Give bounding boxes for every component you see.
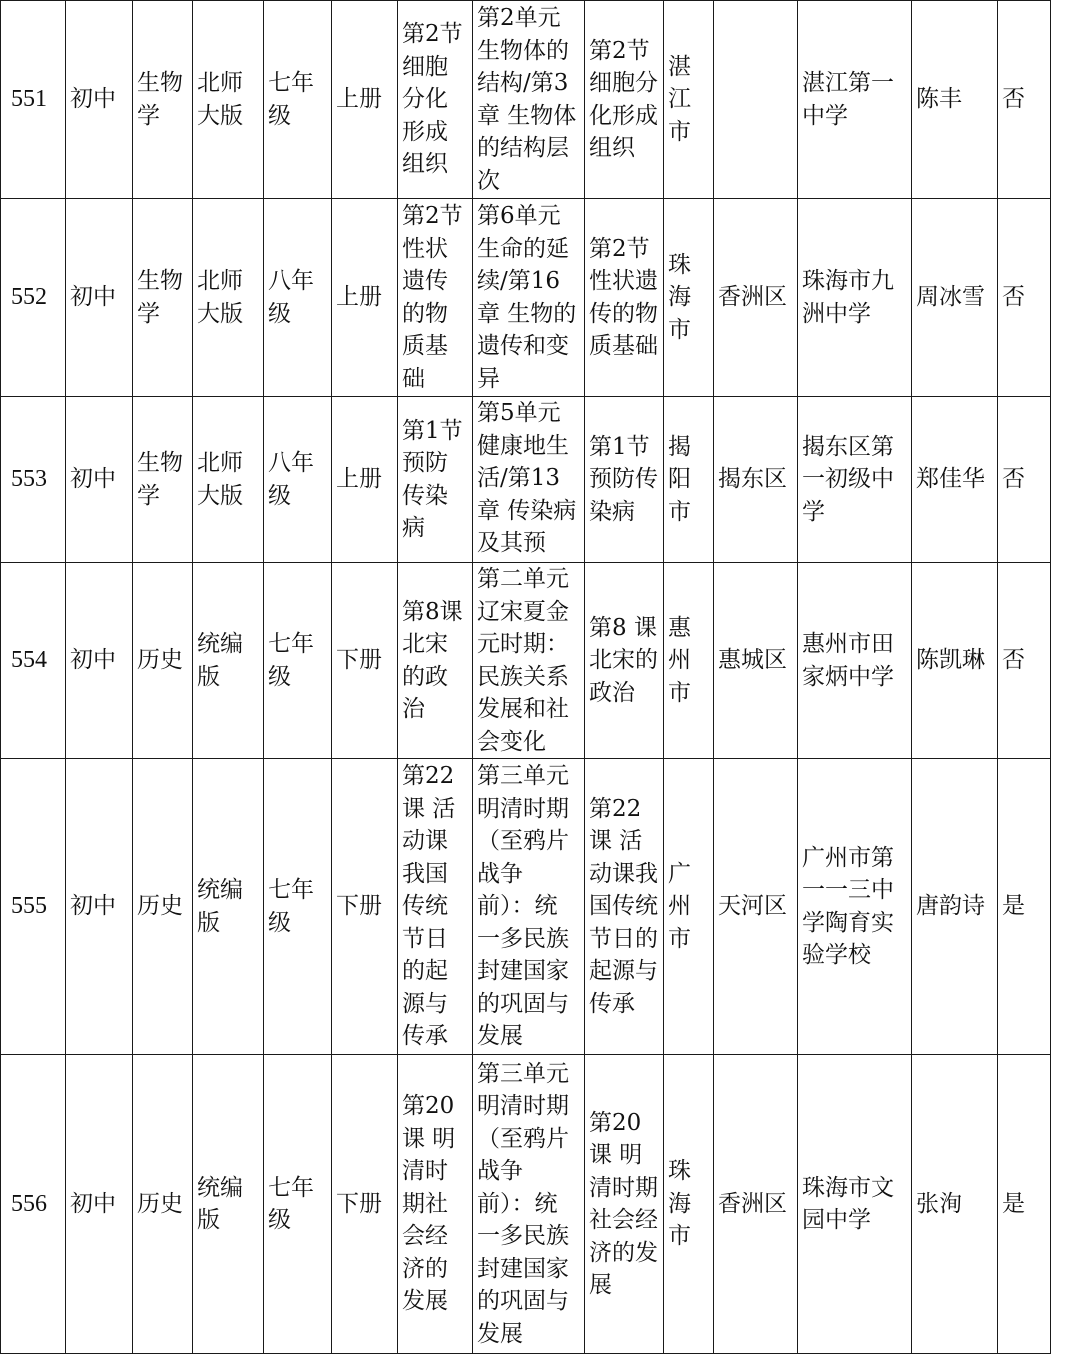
cell-level: 初中 xyxy=(66,1055,133,1354)
cell-grade: 八年级 xyxy=(264,397,332,563)
cell-district xyxy=(714,1,798,199)
cell-topic: 第2节细胞分化形成组织 xyxy=(585,1,664,199)
table-row xyxy=(1,199,1051,397)
cell-unit: 第二单元辽宋夏金元时期：民族关系发展和社会变化 xyxy=(473,563,585,759)
cell-topic: 第20课 明清时期社会经济的发展 xyxy=(585,1055,664,1354)
cell-city: 惠州市 xyxy=(664,563,714,759)
cell-no: 554 xyxy=(1,563,66,759)
cell-topic: 第2节性状遗传的物质基础 xyxy=(585,199,664,397)
cell-grade: 七年级 xyxy=(264,1,332,199)
cell-unit-text: 第5单元健康地生活/第13章 传染病及其预 xyxy=(477,400,577,556)
cell-unit xyxy=(473,397,585,563)
cell-edition: 统编版 xyxy=(193,563,264,759)
cell-subject: 历史 xyxy=(133,563,193,759)
cell-school: 揭东区第一初级中学 xyxy=(798,397,912,563)
cell-unit: 第三单元明清时期（至鸦片战争前）：统一多民族封建国家的巩固与发展 xyxy=(473,759,585,1055)
cell-no: 553 xyxy=(1,397,66,563)
cell-school: 珠海市文园中学 xyxy=(798,1055,912,1354)
table-row xyxy=(1,759,1051,1055)
cell-flag: 否 xyxy=(998,563,1051,759)
cell-volume: 下册 xyxy=(332,563,398,759)
cell-topic: 第22课 活动课我国传统节日的起源与传承 xyxy=(585,759,664,1055)
cell-teacher: 唐韵诗 xyxy=(912,759,998,1055)
cell-level: 初中 xyxy=(66,397,133,563)
cell-school: 珠海市九洲中学 xyxy=(798,199,912,397)
cell-lesson: 第2节细胞分化形成组织 xyxy=(398,1,473,199)
cell-flag: 是 xyxy=(998,1055,1051,1354)
cell-teacher: 陈凯琳 xyxy=(912,563,998,759)
table-row xyxy=(1,1,1051,199)
cell-school: 广州市第一一三中学陶育实验学校 xyxy=(798,759,912,1055)
cell-subject: 生物学 xyxy=(133,199,193,397)
cell-district: 香洲区 xyxy=(714,199,798,397)
cell-edition: 北师大版 xyxy=(193,1,264,199)
cell-no: 556 xyxy=(1,1055,66,1354)
cell-level: 初中 xyxy=(66,759,133,1055)
cell-subject: 生物学 xyxy=(133,397,193,563)
cell-teacher: 张洵 xyxy=(912,1055,998,1354)
cell-school: 惠州市田家炳中学 xyxy=(798,563,912,759)
cell-subject: 历史 xyxy=(133,759,193,1055)
table-row xyxy=(1,1055,1051,1354)
cell-flag: 是 xyxy=(998,759,1051,1055)
cell-volume: 上册 xyxy=(332,199,398,397)
table-row xyxy=(1,397,1051,563)
cell-volume: 上册 xyxy=(332,397,398,563)
cell-unit: 第三单元明清时期（至鸦片战争前）：统一多民族封建国家的巩固与发展 xyxy=(473,1055,585,1354)
cell-city: 珠海市 xyxy=(664,199,714,397)
cell-volume: 下册 xyxy=(332,759,398,1055)
cell-city: 广州市 xyxy=(664,759,714,1055)
cell-topic: 第8 课北宋的政治 xyxy=(585,563,664,759)
cell-city: 珠海市 xyxy=(664,1055,714,1354)
cell-flag: 否 xyxy=(998,1,1051,199)
cell-school: 湛江第一中学 xyxy=(798,1,912,199)
cell-lesson: 第8课 北宋的政治 xyxy=(398,563,473,759)
cell-grade: 八年级 xyxy=(264,199,332,397)
cell-level: 初中 xyxy=(66,1,133,199)
cell-teacher: 郑佳华 xyxy=(912,397,998,563)
cell-district: 天河区 xyxy=(714,759,798,1055)
cell-flag: 否 xyxy=(998,199,1051,397)
cell-teacher: 周冰雪 xyxy=(912,199,998,397)
cell-district: 香洲区 xyxy=(714,1055,798,1354)
cell-subject: 生物学 xyxy=(133,1,193,199)
cell-no: 551 xyxy=(1,1,66,199)
cell-unit: 第6单元生命的延续/第16章 生物的遗传和变异 xyxy=(473,199,585,397)
cell-district: 惠城区 xyxy=(714,563,798,759)
cell-city: 湛江市 xyxy=(664,1,714,199)
cell-no: 552 xyxy=(1,199,66,397)
cell-teacher: 陈丰 xyxy=(912,1,998,199)
cell-edition: 北师大版 xyxy=(193,199,264,397)
cell-level: 初中 xyxy=(66,563,133,759)
cell-lesson: 第1节预防传染病 xyxy=(398,397,473,563)
cell-lesson: 第22课 活动课我国传统节日的起源与传承 xyxy=(398,759,473,1055)
cell-level: 初中 xyxy=(66,199,133,397)
cell-topic: 第1节预防传染病 xyxy=(585,397,664,563)
cell-lesson: 第2节性状遗传的物质基础 xyxy=(398,199,473,397)
cell-volume: 下册 xyxy=(332,1055,398,1354)
cell-subject: 历史 xyxy=(133,1055,193,1354)
cell-grade: 七年级 xyxy=(264,759,332,1055)
table-row xyxy=(1,563,1051,759)
cell-no: 555 xyxy=(1,759,66,1055)
cell-flag: 否 xyxy=(998,397,1051,563)
cell-district: 揭东区 xyxy=(714,397,798,563)
cell-volume: 上册 xyxy=(332,1,398,199)
cell-edition: 北师大版 xyxy=(193,397,264,563)
cell-lesson: 第20课 明清时期社会经济的发展 xyxy=(398,1055,473,1354)
cell-city: 揭阳市 xyxy=(664,397,714,563)
cell-edition: 统编版 xyxy=(193,1055,264,1354)
cell-edition: 统编版 xyxy=(193,759,264,1055)
cell-grade: 七年级 xyxy=(264,563,332,759)
cell-grade: 七年级 xyxy=(264,1055,332,1354)
cell-unit: 第2单元生物体的结构/第3章 生物体的结构层次 xyxy=(473,1,585,199)
